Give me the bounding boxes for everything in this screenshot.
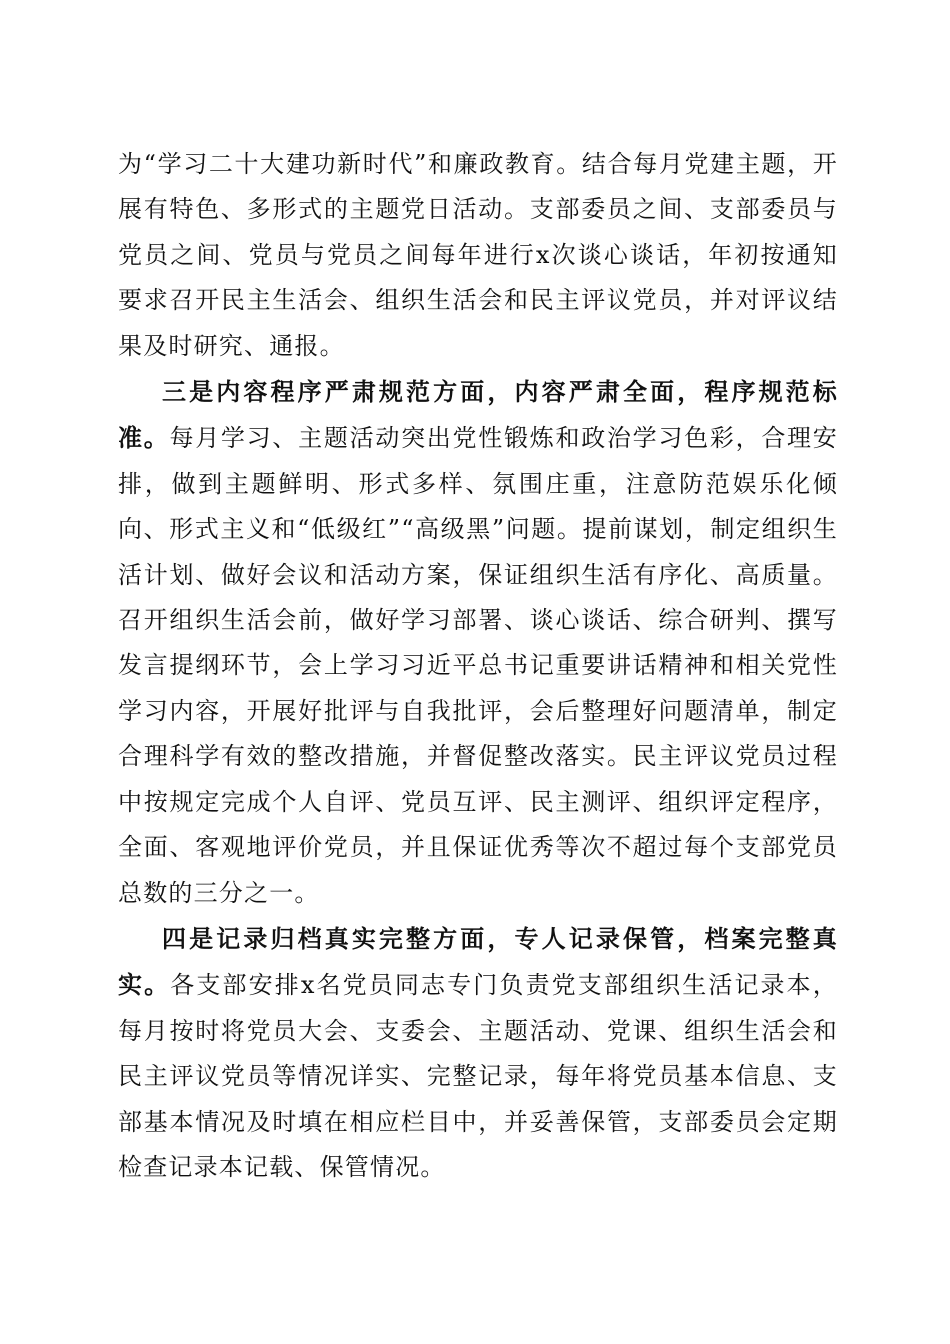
paragraph-3-text: 各支部安排x名党员同志专门负责党支部组织生活记录本，每月按时将党员大会、支委会、主题活动、党课、组织生活会和民主评议党员等情况详实、完整记录，每年将党员基本信息、支部基本情况及时填在相应栏目中，并妥善保管，支部委员会定期检查记录本记载、保管情况。 <box>118 971 839 1181</box>
paragraph-3-lead: 四是记录归档真实完整方面，专人记录保管，档案完整真实。 <box>118 923 838 1000</box>
paragraph-record-archive <box>118 916 838 1190</box>
paragraph-2-lead: 三是内容程序严肃规范方面，内容严肃全面，程序规范标准。 <box>118 377 838 453</box>
paragraph-1-text: 为“学习二十大建功新时代”和廉政教育。结合每月党建主题，开展有特色、多形式的主题党日活动。支部委员之间、支部委员与党员之间、党员与党员之间每年进行x次谈心谈话，年初按通知要求召开民主生活会、组织生活会和民主评议党员，并对评议结果及时研究、通报。 <box>118 150 838 360</box>
paragraph-content-procedure <box>118 369 838 916</box>
paragraph-continuation <box>118 142 838 369</box>
paragraph-2-text: 每月学习、主题活动突出党性锻炼和政治学习色彩，合理安排，做到主题鲜明、形式多样、氛围庄重，注意防范娱乐化倾向、形式主义和“低级红”“高级黑”问题。提前谋划，制定组织生活计划、做好会议和活动方案，保证组织生活有序化、高质量。召开组织生活会前，做好学习部署、谈心谈话、综合研判、撰写发言提纲环节，会上学习习近平总书记重要讲话精神和相关党性学习内容，开展好批评与自我批评，会后整理好问题清单，制定合理科学有效的整改措施，并督促整改落实。民主评议党员过程中按规定完成个人自评、党员互评、民主测评、组织评定程序，全面、客观地评价党员，并且保证优秀等次不超过每个支部党员总数的三分之一。 <box>118 424 838 907</box>
document-body <box>118 142 838 1190</box>
